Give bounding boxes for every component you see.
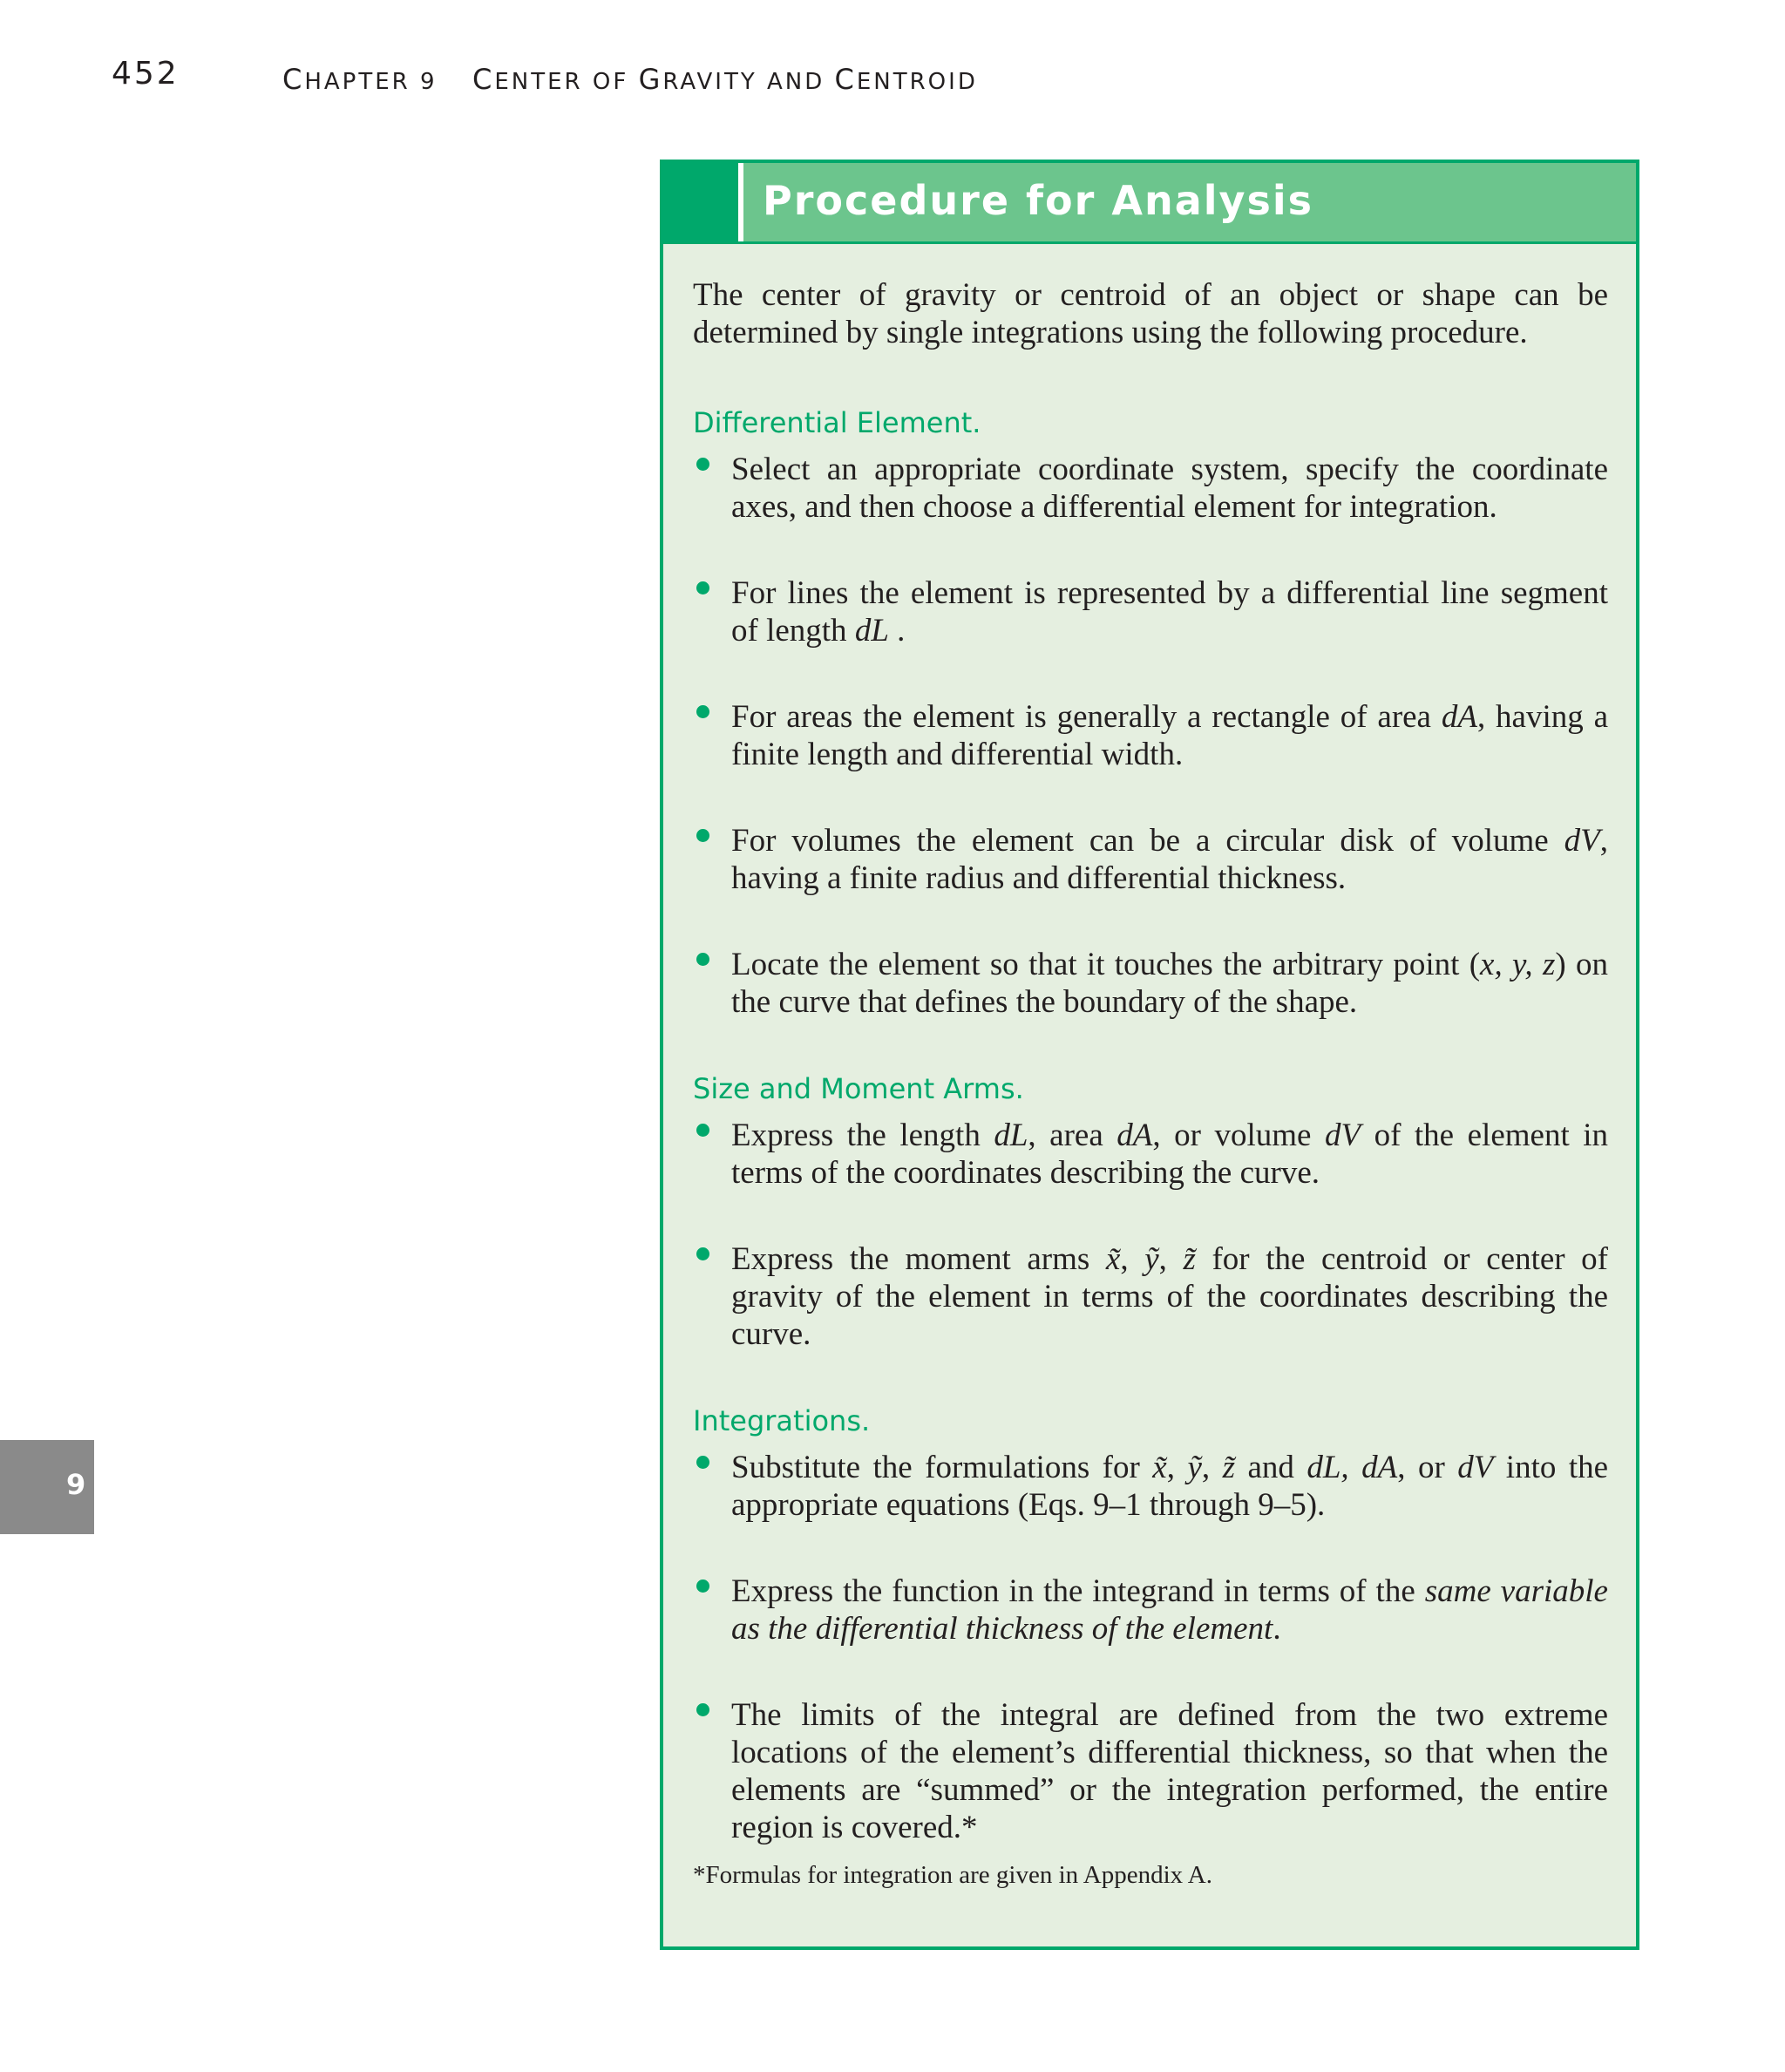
bullet-icon <box>696 705 709 718</box>
box-body <box>693 276 1608 1890</box>
bullet-icon <box>696 1579 709 1593</box>
bullet-icon <box>696 1124 709 1137</box>
header-accent-block <box>663 163 743 241</box>
list-item: Express the length dL, area dA, or volume dV of the element in terms of the coordinates describing the curve. <box>693 1117 1608 1192</box>
list-item: For lines the element is represented by a differential line segment of length dL . <box>693 574 1608 649</box>
box-title: Procedure for Analysis <box>763 177 1314 224</box>
chapter-label: CHAPTER 9 <box>282 63 438 96</box>
section-heading-differential-element: Differential Element. <box>693 406 981 439</box>
bullet-list-integrations <box>693 1449 1608 1846</box>
list-item: For areas the element is generally a rectangle of area dA, having a finite length and differential width. <box>693 698 1608 773</box>
intro-paragraph: The center of gravity or centroid of an object or shape can be determined by single integrations using the following procedure. <box>693 277 1608 350</box>
page-header <box>0 0 1785 122</box>
chapter-tab-number: 9 <box>66 1468 86 1501</box>
bullet-list-differential-element <box>693 451 1608 1021</box>
list-item: Locate the element so that it touches the arbitrary point (x, y, z) on the curve that defines the boundary of the shape. <box>693 946 1608 1021</box>
chapter-title: CENTER OF GRAVITY AND CENTROID <box>472 63 978 96</box>
list-item: Express the function in the integrand in terms of the same variable as the differential thickness of the element. <box>693 1573 1608 1647</box>
list-item: Express the moment arms x̃, ỹ, z̃ for the centroid or center of gravity of the element in terms of the coordinates describing the curve. <box>693 1240 1608 1353</box>
procedure-box <box>660 160 1639 1950</box>
list-item: For volumes the element can be a circular disk of volume dV, having a finite radius and differential thickness. <box>693 822 1608 897</box>
bullet-icon <box>696 829 709 842</box>
box-header <box>663 163 1636 244</box>
bullet-icon <box>696 458 709 471</box>
footnote: *Formulas for integration are given in Appendix A. <box>693 1861 1213 1889</box>
bullet-icon <box>696 1703 709 1716</box>
section-heading-size-and-moment-arms: Size and Moment Arms. <box>693 1072 1024 1105</box>
list-item: The limits of the integral are defined from the two extreme locations of the element’s differential thickness, so that when the elements are “summed” or the integration performed, the entire region is covered.* <box>693 1696 1608 1846</box>
section-heading-integrations: Integrations. <box>693 1404 871 1437</box>
bullet-icon <box>696 953 709 966</box>
chapter-tab <box>0 1440 94 1534</box>
page-number: 452 <box>112 56 180 92</box>
bullet-icon <box>696 581 709 594</box>
bullet-icon <box>696 1456 709 1469</box>
list-item: Substitute the formulations for x̃, ỹ, z̃ and dL, dA, or dV into the appropriate equations (Eqs. 9–1 through 9–5). <box>693 1449 1608 1524</box>
list-item: Select an appropriate coordinate system, specify the coordinate axes, and then choose a differential element for integration. <box>693 451 1608 526</box>
bullet-list-size-and-moment-arms <box>693 1117 1608 1353</box>
bullet-icon <box>696 1247 709 1260</box>
